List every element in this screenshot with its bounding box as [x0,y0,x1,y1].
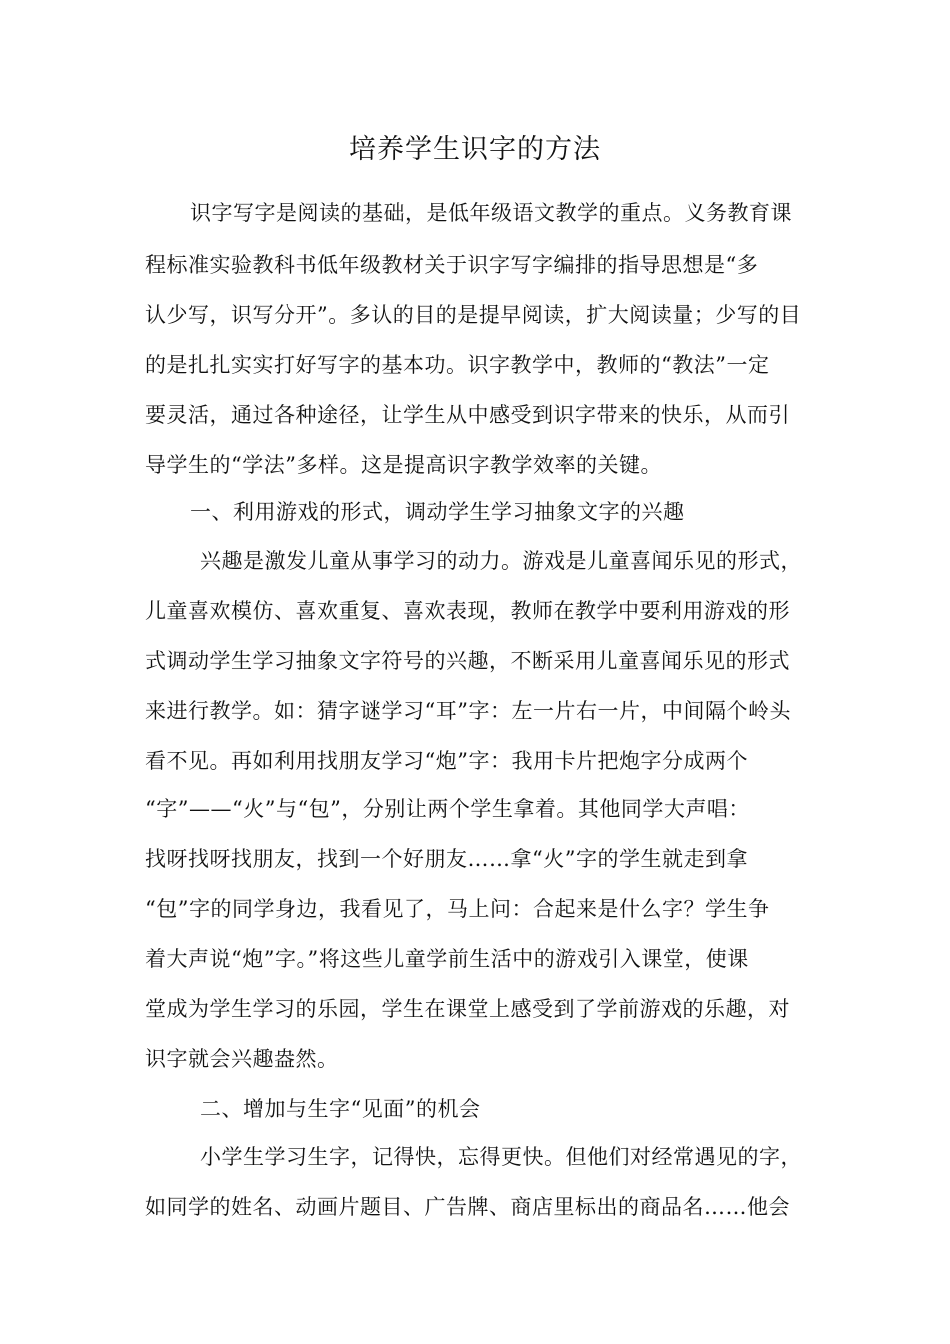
paragraph-line: 识字就会兴趣盎然。 [145,1047,339,1071]
section-heading: 二、增加与生字“见面”的机会 [200,1097,481,1121]
paragraph-line: 导学生的“学法”多样。这是提高识字教学效率的关键。 [145,453,662,477]
paragraph-line: 找呀找呀找朋友，找到一个好朋友……拿“火”字的学生就走到拿 [145,847,748,871]
paragraph-line: 如同学的姓名、动画片题目、广告牌、商店里标出的商品名……他会 [145,1195,790,1219]
paragraph-line: 的是扎扎实实打好写字的基本功。识字教学中，教师的“教法”一定 [145,353,770,377]
paragraph-line: 儿童喜欢模仿、喜欢重复、喜欢表现，教师在教学中要利用游戏的形 [145,599,790,623]
paragraph-line: “字”——“火”与“包”，分别让两个学生拿着。其他同学大声唱： [145,797,750,821]
paragraph-line: 式调动学生学习抽象文字符号的兴趣，不断采用儿童喜闻乐见的形式 [145,649,790,673]
paragraph-line: 小学生学习生字，记得快，忘得更快。但他们对经常遇见的字， [200,1145,802,1169]
paragraph-line: 兴趣是激发儿童从事学习的动力。游戏是儿童喜闻乐见的形式， [200,549,802,573]
paragraph-line: 认少写，识写分开”。多认的目的是提早阅读，扩大阅读量；少写的目 [145,303,802,327]
paragraph-line: “包”字的同学身边，我看见了，马上问：合起来是什么字？学生争 [145,897,770,921]
paragraph-line: 识字写字是阅读的基础，是低年级语文教学的重点。义务教育课 [190,201,792,225]
paragraph-line: 程标准实验教科书低年级教材关于识字写字编排的指导思想是“多 [145,253,759,277]
paragraph-line: 看不见。再如利用找朋友学习“炮”字：我用卡片把炮字分成两个 [145,749,748,773]
paragraph-line: 着大声说“炮”字。”将这些儿童学前生活中的游戏引入课堂，使课 [145,947,749,971]
document-title: 培养学生识字的方法 [349,134,601,165]
paragraph-line: 堂成为学生学习的乐园，学生在课堂上感受到了学前游戏的乐趣，对 [145,997,790,1021]
section-heading: 一、利用游戏的形式，调动学生学习抽象文字的兴趣 [190,500,685,524]
paragraph-line: 要灵活，通过各种途径，让学生从中感受到识字带来的快乐，从而引 [145,403,790,427]
paragraph-line: 来进行教学。如：猜字谜学习“耳”字：左一片右一片，中间隔个岭头 [145,699,791,723]
